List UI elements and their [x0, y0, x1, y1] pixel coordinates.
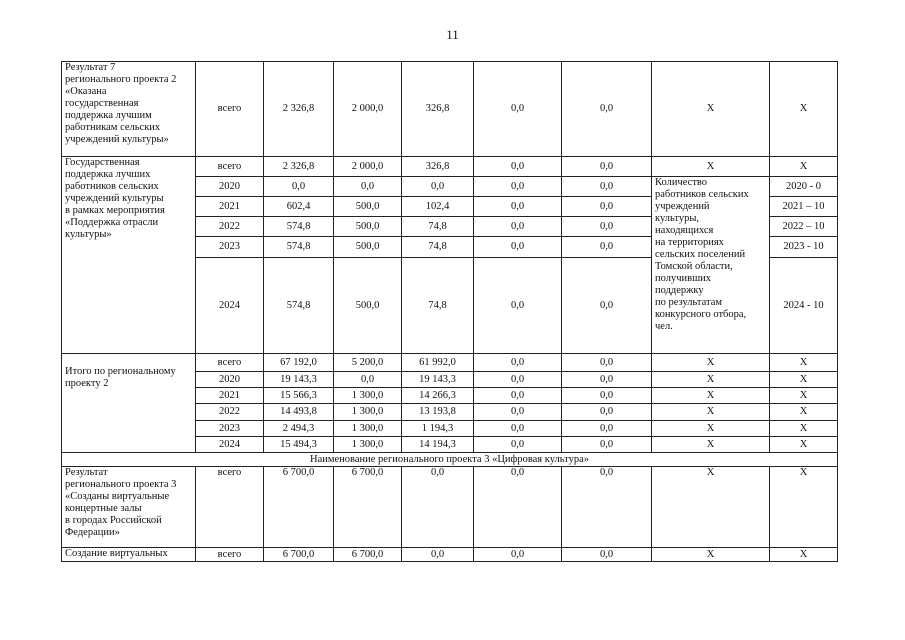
value-cell: Х [770, 388, 838, 404]
value-cell: 0,0 [474, 404, 562, 421]
value-cell: 67 192,0 [264, 354, 334, 372]
value-cell: 0,0 [474, 437, 562, 453]
value-cell: 2 000,0 [334, 62, 402, 157]
value-cell: Х [770, 404, 838, 421]
row-name: Итого по региональному проекту 2 [62, 354, 196, 453]
table-row [62, 354, 838, 372]
value-cell: Х [652, 388, 770, 404]
value-cell: 0,0 [334, 177, 402, 197]
value-cell: Х [770, 354, 838, 372]
value-cell: 15 494,3 [264, 437, 334, 453]
period-cell: всего [196, 548, 264, 562]
value-cell: 74,8 [402, 237, 474, 258]
value-cell: 74,8 [402, 258, 474, 354]
period-cell: всего [196, 62, 264, 157]
row-name: Результат 7 регионального проекта 2 «Оказана государственная поддержка лучшим работникам сельских учреждений культуры» [62, 62, 196, 157]
value-cell: 19 143,3 [264, 372, 334, 388]
value-cell: 0,0 [562, 437, 652, 453]
table-row [62, 467, 838, 548]
value-cell: 500,0 [334, 217, 402, 237]
table-row [62, 62, 838, 157]
value-cell: Х [652, 62, 770, 157]
value-cell: 0,0 [562, 354, 652, 372]
period-cell: 2023 [196, 237, 264, 258]
row-name: Создание виртуальных [62, 548, 196, 562]
value-cell: 1 300,0 [334, 437, 402, 453]
value-cell: 0,0 [474, 197, 562, 217]
value-cell: 0,0 [402, 548, 474, 562]
value-cell: 1 300,0 [334, 388, 402, 404]
value-cell: 0,0 [562, 217, 652, 237]
value-cell: 0,0 [474, 217, 562, 237]
value-cell: 1 300,0 [334, 404, 402, 421]
value-cell: 6 700,0 [264, 467, 334, 548]
value-cell: Х [652, 437, 770, 453]
period-cell: 2022 [196, 404, 264, 421]
value-cell: 0,0 [562, 404, 652, 421]
value-cell: 2 326,8 [264, 157, 334, 177]
table-row [62, 453, 838, 467]
value-cell: 0,0 [474, 62, 562, 157]
value-cell: 2 326,8 [264, 62, 334, 157]
target-cell: 2021 – 10 [770, 197, 838, 217]
value-cell: 0,0 [474, 372, 562, 388]
period-cell: 2020 [196, 177, 264, 197]
value-cell: 500,0 [334, 237, 402, 258]
value-cell: Х [770, 548, 838, 562]
value-cell: Х [652, 548, 770, 562]
value-cell: 0,0 [474, 354, 562, 372]
value-cell: Х [652, 404, 770, 421]
target-cell: 2024 - 10 [770, 258, 838, 354]
value-cell: 0,0 [474, 421, 562, 437]
value-cell: 0,0 [562, 421, 652, 437]
value-cell: 0,0 [474, 258, 562, 354]
target-cell: 2020 - 0 [770, 177, 838, 197]
budget-table [61, 61, 838, 562]
value-cell: 500,0 [334, 258, 402, 354]
row-name: Государственная поддержка лучших работников сельских учреждений культуры в рамках мероприятия «Поддержка отрасли культуры» [62, 157, 196, 354]
table-row [62, 548, 838, 562]
value-cell: 14 266,3 [402, 388, 474, 404]
period-cell: 2021 [196, 197, 264, 217]
value-cell: 1 194,3 [402, 421, 474, 437]
section-title: Наименование регионального проекта 3 «Цифровая культура» [62, 453, 838, 467]
value-cell: 0,0 [402, 177, 474, 197]
value-cell: 574,8 [264, 237, 334, 258]
period-cell: 2023 [196, 421, 264, 437]
period-cell: всего [196, 467, 264, 548]
value-cell: 0,0 [264, 177, 334, 197]
value-cell: Х [770, 437, 838, 453]
value-cell: 1 300,0 [334, 421, 402, 437]
table-row [62, 157, 838, 177]
row-name: Результат регионального проекта 3 «Созданы виртуальные концертные залы в городах Российской Федерации» [62, 467, 196, 548]
value-cell: 0,0 [562, 548, 652, 562]
value-cell: 574,8 [264, 217, 334, 237]
value-cell: 602,4 [264, 197, 334, 217]
value-cell: 0,0 [562, 62, 652, 157]
target-cell: 2023 - 10 [770, 237, 838, 258]
indicator-cell: Количество работников сельских учреждений культуры, находящихся на территориях сельских поселений Томской области, получивших поддержку по результатам конкурсного отбора, чел. [652, 177, 770, 354]
value-cell: Х [652, 421, 770, 437]
value-cell: 13 193,8 [402, 404, 474, 421]
value-cell: 2 000,0 [334, 157, 402, 177]
period-cell: 2024 [196, 258, 264, 354]
value-cell: 0,0 [402, 467, 474, 548]
value-cell: 6 700,0 [334, 548, 402, 562]
value-cell: Х [652, 157, 770, 177]
period-cell: всего [196, 354, 264, 372]
value-cell: Х [770, 157, 838, 177]
value-cell: 0,0 [474, 237, 562, 258]
period-cell: 2021 [196, 388, 264, 404]
value-cell: 0,0 [562, 258, 652, 354]
value-cell: 14 194,3 [402, 437, 474, 453]
value-cell: 0,0 [334, 372, 402, 388]
value-cell: Х [770, 467, 838, 548]
value-cell: Х [652, 467, 770, 548]
value-cell: 0,0 [562, 197, 652, 217]
value-cell: Х [770, 62, 838, 157]
target-cell: 2022 – 10 [770, 217, 838, 237]
period-cell: 2020 [196, 372, 264, 388]
value-cell: 0,0 [562, 388, 652, 404]
value-cell: 500,0 [334, 197, 402, 217]
value-cell: 0,0 [474, 467, 562, 548]
value-cell: 326,8 [402, 62, 474, 157]
value-cell: 0,0 [562, 177, 652, 197]
value-cell: 74,8 [402, 217, 474, 237]
page-number: 11 [446, 27, 459, 42]
value-cell: 0,0 [474, 157, 562, 177]
value-cell: 6 700,0 [264, 548, 334, 562]
value-cell: 19 143,3 [402, 372, 474, 388]
value-cell: Х [652, 354, 770, 372]
value-cell: 0,0 [474, 388, 562, 404]
value-cell: Х [652, 372, 770, 388]
value-cell: 6 700,0 [334, 467, 402, 548]
value-cell: 0,0 [562, 467, 652, 548]
period-cell: 2022 [196, 217, 264, 237]
value-cell: 5 200,0 [334, 354, 402, 372]
value-cell: Х [770, 372, 838, 388]
value-cell: 0,0 [474, 177, 562, 197]
value-cell: 0,0 [562, 372, 652, 388]
value-cell: 0,0 [562, 237, 652, 258]
value-cell: Х [770, 421, 838, 437]
period-cell: всего [196, 157, 264, 177]
value-cell: 15 566,3 [264, 388, 334, 404]
value-cell: 0,0 [474, 548, 562, 562]
value-cell: 2 494,3 [264, 421, 334, 437]
value-cell: 14 493,8 [264, 404, 334, 421]
value-cell: 326,8 [402, 157, 474, 177]
value-cell: 102,4 [402, 197, 474, 217]
value-cell: 574,8 [264, 258, 334, 354]
value-cell: 61 992,0 [402, 354, 474, 372]
period-cell: 2024 [196, 437, 264, 453]
value-cell: 0,0 [562, 157, 652, 177]
